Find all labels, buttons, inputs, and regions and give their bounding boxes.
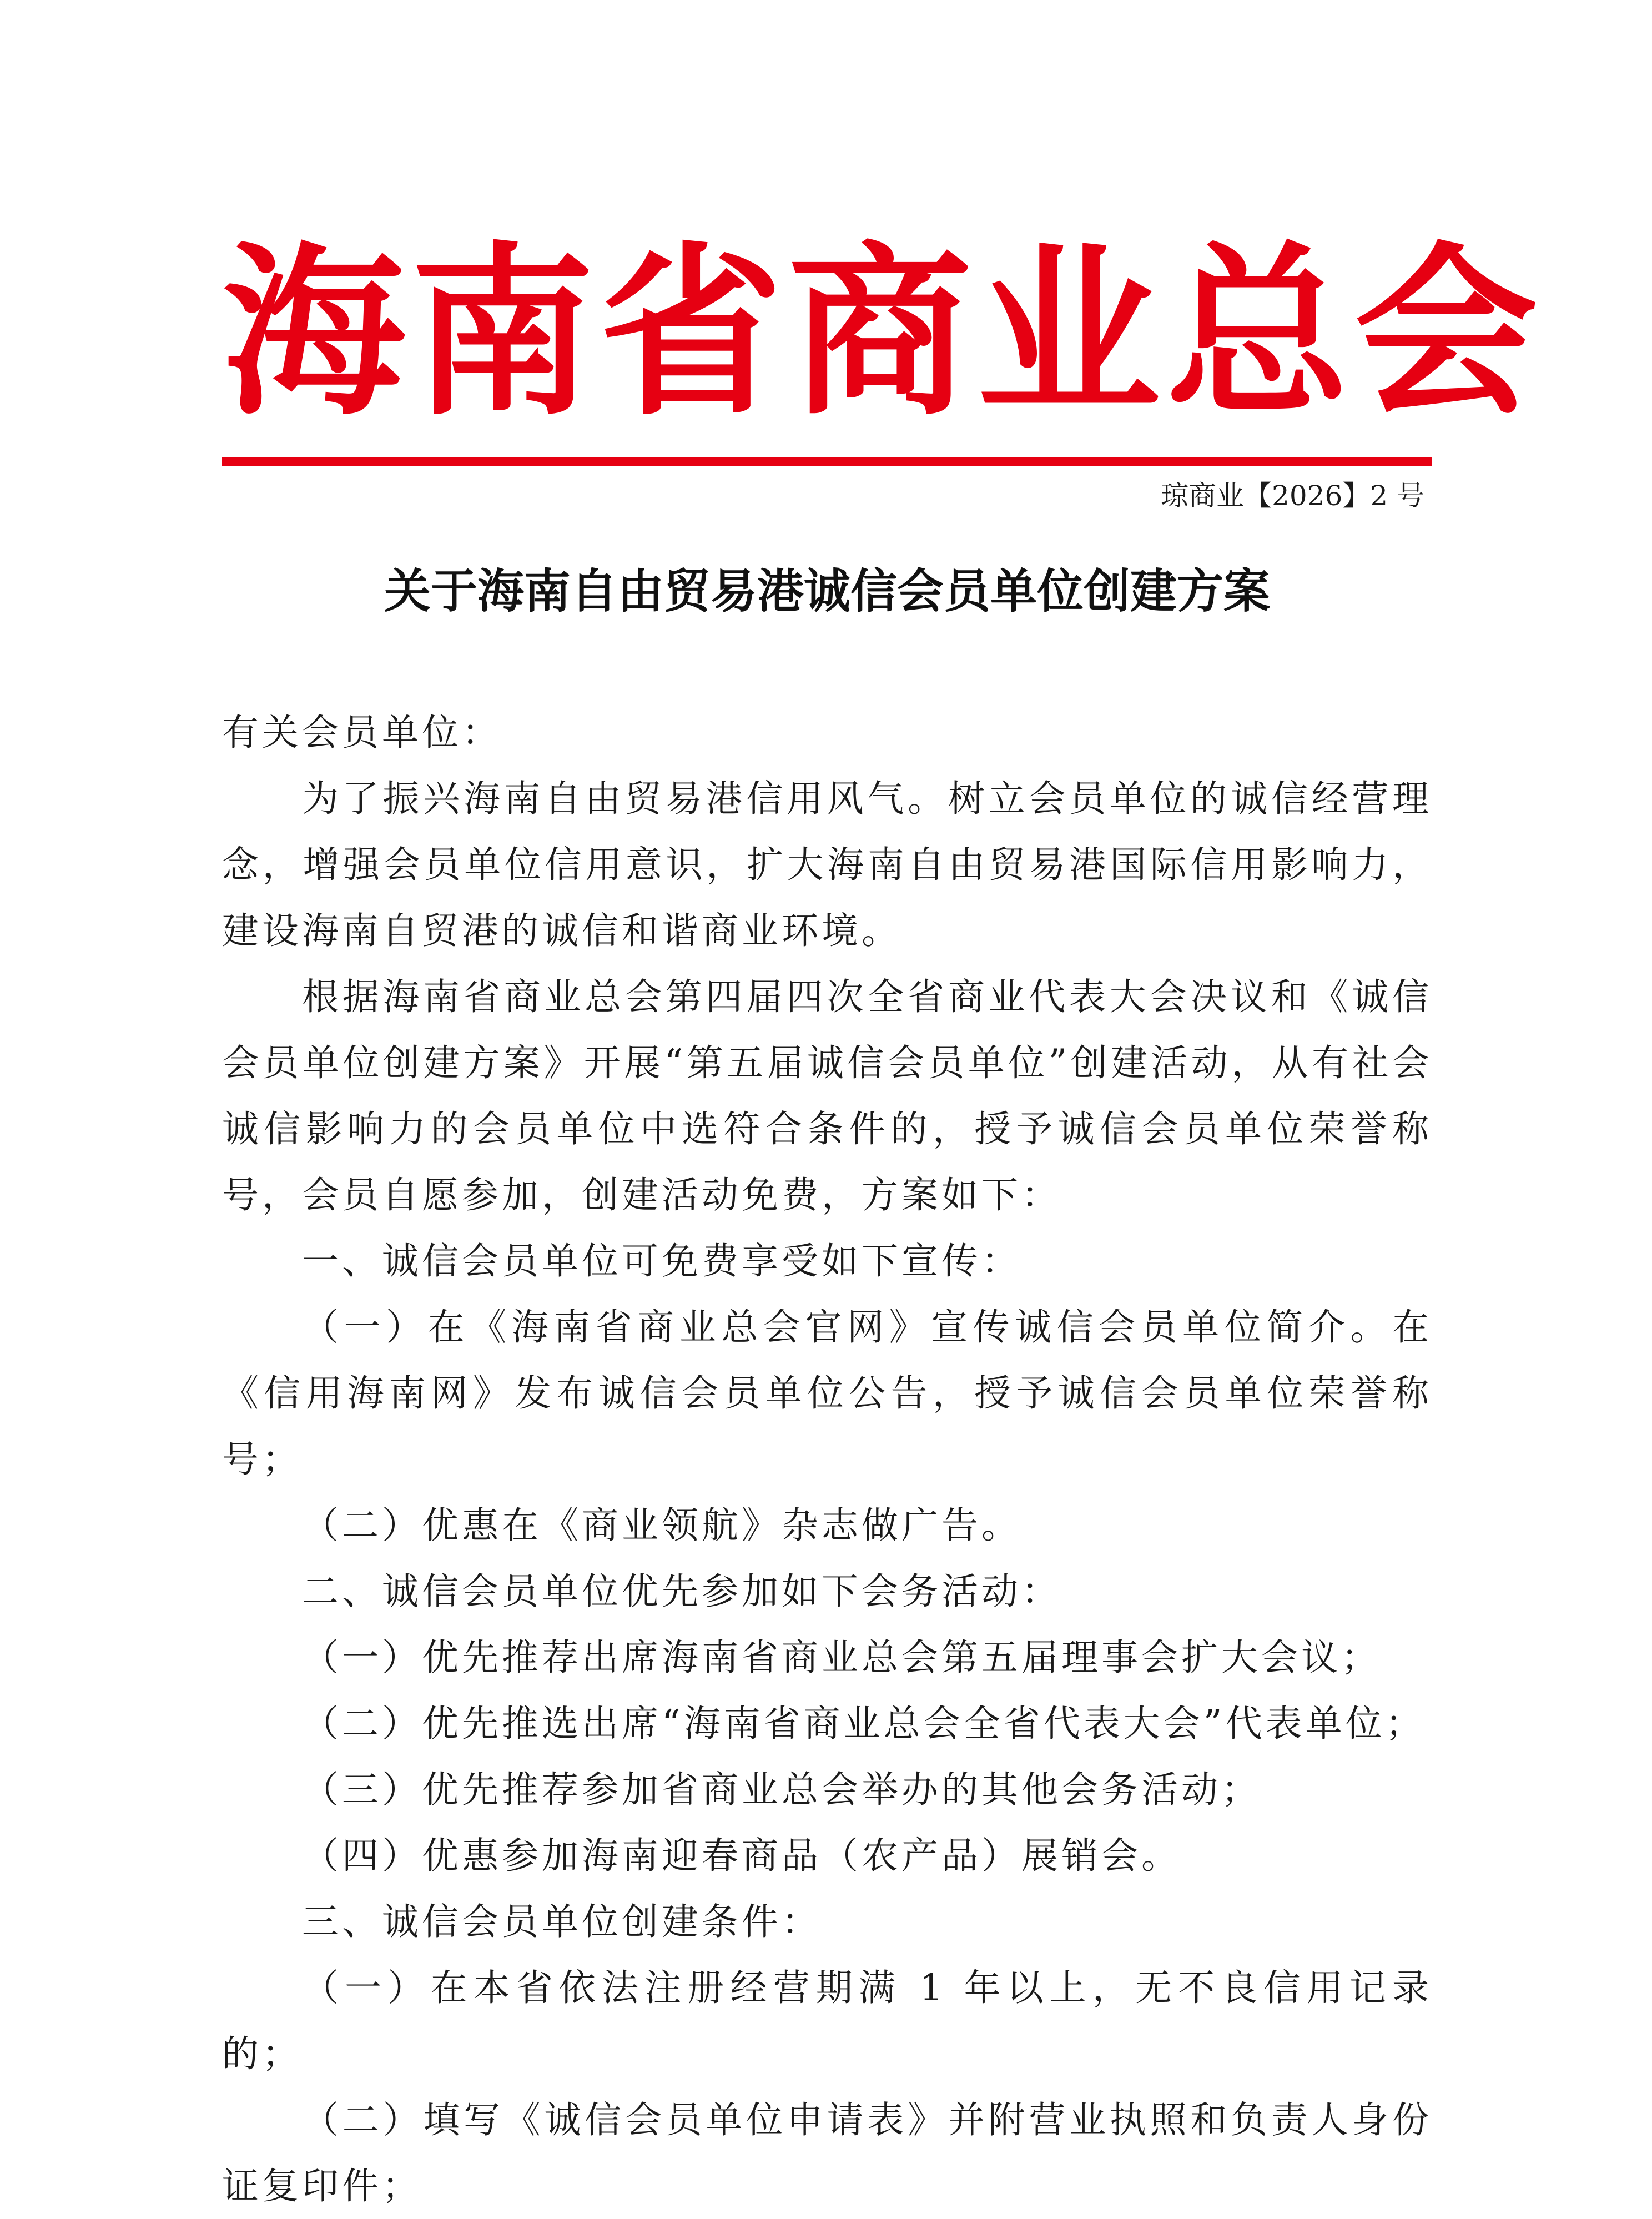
list-item: （一）在《海南省商业总会官网》宣传诚信会员单位简介。在《信用海南网》发布诚信会员单位公告，授予诚信会员单位荣誉称号； [222, 1306, 1432, 1481]
document-body [222, 700, 1432, 2219]
paragraph: 根据海南省商业总会第四届四次全省商业代表大会决议和《诚信会员单位创建方案》开展“第五届诚信会员单位”创建活动，从有社会诚信影响力的会员单位中选符合条件的，授予诚信会员单位荣誉称号，会员自愿参加，创建活动免费，方案如下： [222, 975, 1432, 1216]
section-heading: 三、诚信会员单位创建条件： [302, 1900, 822, 1943]
list-item: （四）优惠参加海南迎春商品（农产品）展销会。 [302, 1834, 1181, 1877]
letterhead-divider [222, 457, 1432, 466]
document-title: 关于海南自由贸易港诚信会员单位创建方案 [384, 563, 1270, 618]
list-item: （一）优先推荐出席海南省商业总会第五届理事会扩大会议； [302, 1636, 1381, 1679]
organization-letterhead: 海南省商业总会 [222, 227, 1543, 440]
list-item: （一）在本省依法注册经营期满 1 年以上，无不良信用记录的； [222, 1966, 1432, 2075]
section-heading: 一、诚信会员单位可免费享受如下宣传： [302, 1240, 1021, 1282]
document-number: 琼商业【2026】2 号 [1161, 480, 1424, 512]
list-item: （二）优惠在《商业领航》杂志做广告。 [302, 1504, 1021, 1547]
list-item: （二）填写《诚信会员单位申请表》并附营业执照和负责人身份证复印件； [222, 2099, 1432, 2207]
list-item: （三）优先推荐参加省商业总会举办的其他会务活动； [302, 1768, 1261, 1811]
section-heading: 二、诚信会员单位优先参加如下会务活动： [302, 1570, 1061, 1613]
list-item: （二）优先推选出席“海南省商业总会全省代表大会”代表单位； [302, 1702, 1426, 1745]
paragraph: 为了振兴海南自由贸易港信用风气。树立会员单位的诚信经营理念，增强会员单位信用意识，扩大海南自由贸易港国际信用影响力，建设海南自贸港的诚信和谐商业环境。 [222, 777, 1432, 952]
salutation: 有关会员单位： [222, 711, 502, 754]
